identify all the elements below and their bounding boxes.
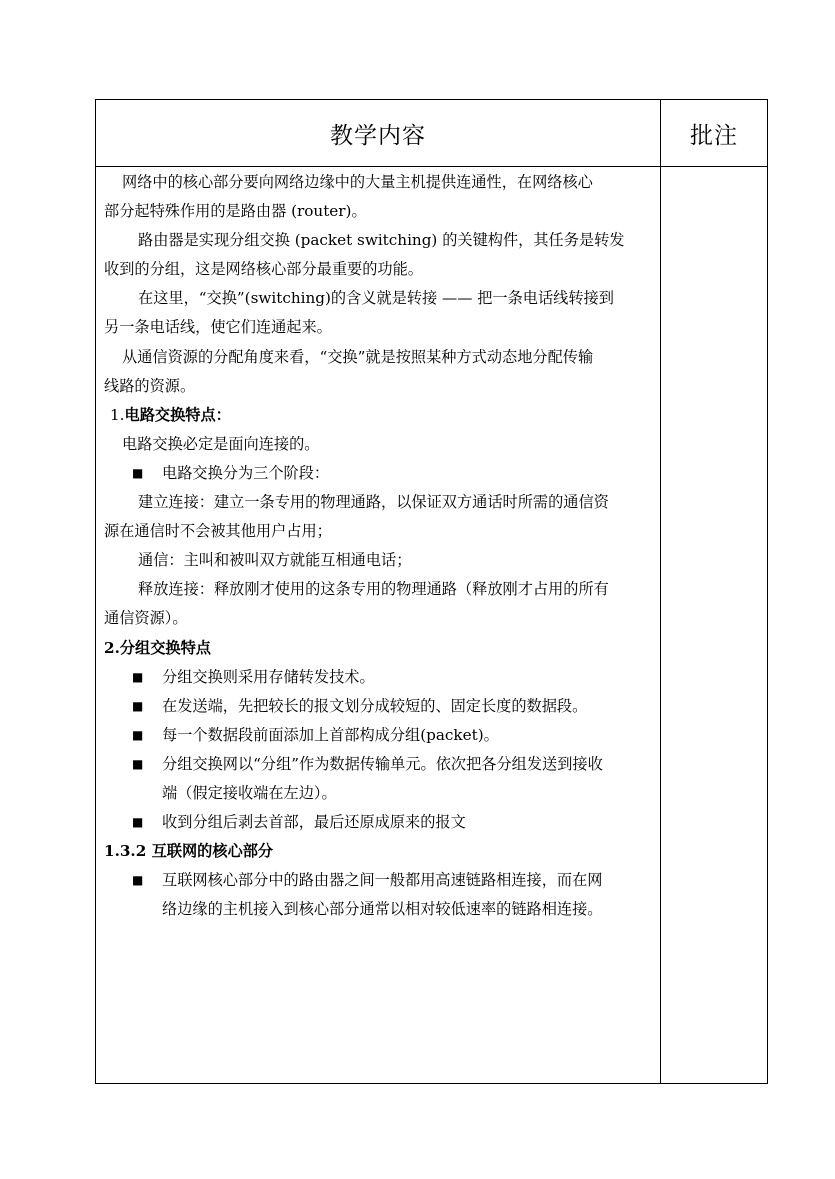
text-line bbox=[96, 634, 660, 663]
text-line bbox=[96, 604, 660, 633]
content-column-header: 教学内容 bbox=[330, 123, 426, 149]
text-line bbox=[96, 168, 660, 197]
section-heading: 2.分组交换特点 bbox=[104, 638, 211, 657]
text-line bbox=[96, 401, 660, 430]
text-line bbox=[96, 226, 660, 255]
paragraph-text: 络边缘的主机接入到核心部分通常以相对较低速率的链路相连接。 bbox=[162, 900, 603, 919]
text-line bbox=[96, 284, 660, 313]
text-line bbox=[96, 430, 660, 459]
text-line bbox=[96, 575, 660, 604]
paragraph-text: 电路交换分为三个阶段： bbox=[162, 463, 330, 482]
paragraph-text: 互联网核心部分中的路由器之间一般都用高速链路相连接，而在网 bbox=[162, 871, 603, 890]
section-number: 1. bbox=[110, 405, 125, 424]
paragraph-text: 从通信资源的分配角度来看，“交换”就是按照某种方式动态地分配传输 bbox=[122, 347, 594, 366]
text-line bbox=[96, 837, 660, 866]
table-header-row bbox=[96, 100, 767, 167]
square-bullet-icon: ■ bbox=[132, 727, 144, 742]
text-line bbox=[96, 895, 660, 924]
lesson-content bbox=[96, 168, 660, 924]
square-bullet-icon: ■ bbox=[132, 873, 144, 888]
paragraph-text: 部分起特殊作用的是路由器 (router)。 bbox=[104, 202, 367, 221]
paragraph-text: 分组交换则采用存储转发技术。 bbox=[162, 667, 375, 686]
paragraph-text: 源在通信时不会被其他用户占用； bbox=[104, 522, 332, 541]
text-line bbox=[96, 372, 660, 401]
square-bullet-icon: ■ bbox=[132, 815, 144, 830]
text-line bbox=[96, 517, 660, 546]
square-bullet-icon: ■ bbox=[132, 669, 144, 684]
text-line bbox=[96, 663, 660, 692]
text-line bbox=[96, 750, 660, 779]
text-line bbox=[96, 808, 660, 837]
paragraph-text: 端（假定接收端在左边）。 bbox=[162, 783, 337, 802]
text-line bbox=[96, 488, 660, 517]
paragraph-text: 电路交换必定是面向连接的。 bbox=[122, 434, 320, 453]
square-bullet-icon: ■ bbox=[132, 698, 144, 713]
paragraph-text: 在发送端，先把较长的报文划分成较短的、固定长度的数据段。 bbox=[162, 696, 588, 715]
text-line bbox=[96, 692, 660, 721]
text-line bbox=[96, 255, 660, 284]
square-bullet-icon: ■ bbox=[132, 465, 144, 480]
text-line bbox=[96, 779, 660, 808]
paragraph-text: 路由器是实现分组交换 (packet switching) 的关键构件，其任务是转发 bbox=[138, 231, 625, 250]
text-line bbox=[96, 866, 660, 895]
text-line bbox=[96, 313, 660, 342]
section-heading: 1.3.2 互联网的核心部分 bbox=[104, 842, 274, 861]
paragraph-text: 通信：主叫和被叫双方就能互相通电话； bbox=[138, 551, 412, 570]
paragraph-text: 网络中的核心部分要向网络边缘中的大量主机提供连通性，在网络核心 bbox=[122, 173, 593, 191]
text-line bbox=[96, 343, 660, 372]
paragraph-text: 每一个数据段前面添加上首部构成分组(packet)。 bbox=[162, 725, 499, 744]
note-column-header: 批注 bbox=[690, 123, 738, 149]
paragraph-text: 分组交换网以“分组”作为数据传输单元。依次把各分组发送到接收 bbox=[162, 754, 603, 773]
column-divider bbox=[660, 100, 661, 1083]
paragraph-text: 收到的分组，这是网络核心部分最重要的功能。 bbox=[104, 260, 423, 279]
text-line bbox=[96, 546, 660, 575]
text-line bbox=[96, 197, 660, 226]
square-bullet-icon: ■ bbox=[132, 756, 144, 771]
paragraph-text: 建立连接：建立一条专用的物理通路，以保证双方通话时所需的通信资 bbox=[138, 493, 609, 512]
paragraph-text: 通信资源）。 bbox=[104, 609, 188, 628]
paragraph-text: 在这里，“交换”(switching)的含义就是转接 —— 把一条电话线转接到 bbox=[138, 289, 614, 308]
paragraph-text: 释放连接：释放刚才使用的这条专用的物理通路（释放刚才占用的所有 bbox=[138, 580, 609, 599]
paragraph-text: 线路的资源。 bbox=[104, 376, 196, 395]
section-heading: 电路交换特点： bbox=[124, 405, 231, 424]
text-line bbox=[96, 721, 660, 750]
paragraph-text: 收到分组后剥去首部，最后还原成原来的报文 bbox=[162, 813, 466, 832]
paragraph-text: 另一条电话线，使它们连通起来。 bbox=[104, 318, 332, 337]
lesson-table bbox=[95, 99, 768, 1084]
text-line bbox=[96, 459, 660, 488]
